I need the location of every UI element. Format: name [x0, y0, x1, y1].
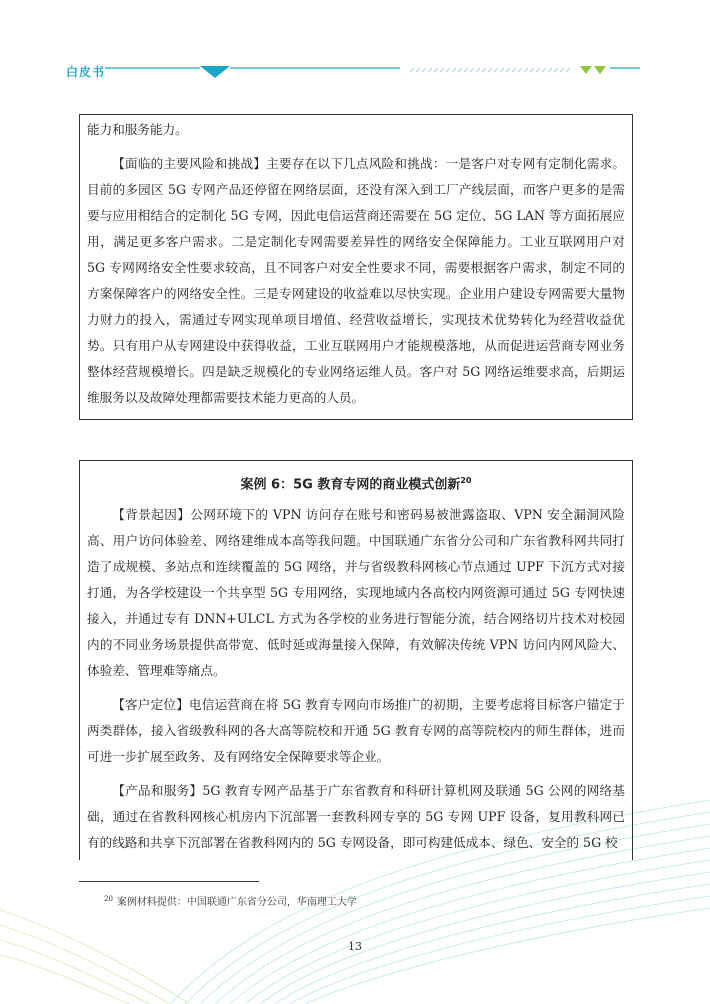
header-tag: 白皮书 — [66, 65, 106, 79]
paragraph: 【客户定位】电信运营商在将 5G 教育专网向市场推广的初期，主要考虑将目标客户锚定于两类群体，接入省级教科网的各大高等院校和开通 5G 教育专网的高等院校内的师生群体，进而可进一步扩展至政务、及有网络安全保障要求等企业。 — [87, 697, 625, 765]
footnote: $^{20}$ 案例材料提供：中国联通广东省分公司，华南理工大学 — [104, 894, 357, 908]
page-number: 13 — [348, 940, 362, 953]
triangle-marker-icon — [200, 66, 230, 78]
case-6-box — [79, 460, 633, 860]
paragraph: 【面临的主要风险和挑战】主要存在以下几点风险和挑战：一是客户对专网有定制化需求。目前的多园区 5G 专网产品还停留在网络层面，还没有深入到工厂产线层面，而客户更多的是需要与应用相结合的定制化 5G 专网，因此电信运营商还需要在 5G 定位、5G LAN 等方面拓展应用，满足更多客户需求。二是定制化专网需要差异性的网络安全保障能力。工业互联网用户对 5G 专网网络安全性要求较高，且不同客户对安全性要求不同，需要根据客户需求，制定不同的方案保障客户的网络安全性。三是专网建设的收益难以尽快实现。企业用户建设专网需要大量物力财力的投入，需通过专网实现单项目增值、经营收益增长，实现技术优势转化为经营收益优势。只有用户从专网建设中获得收益，工业互联网用户才能规模落地，从而促进运营商专网业务整体经营规模增长。四是缺乏规模化的专业网络运维人员。客户对 5G 网络运维要求高，后期运维服务以及故障处理都需要技术能力更高的人员。 — [87, 156, 625, 405]
footnote-ref: 20 — [460, 476, 472, 485]
paragraph: 能力和服务能力。 — [87, 122, 188, 137]
case-title: 案例 6：5G 教育专网的商业模式创新$^{20}$ — [240, 476, 472, 493]
paragraph: 【背景起因】公网环境下的 VPN 访问存在账号和密码易被泄露盗取、VPN 安全漏洞风险高、用户访问体验差、网络建维成本高等我问题。中国联通广东省分公司和广东省教科网共同打造了成规模、多站点和连续覆盖的 5G 网络，并与省级教科网核心节点通过 UPF 下沉方式对接打通，为各学校建设一个共享型 5G 专用网络，实现地域内各高校内网资源可通过 5G 专网快速接入，并通过专有 DNN+ULCL 方式为各学校的业务进行智能分流，结合网络切片技术对校园内的不同业务场景提供高带宽、低时延或海量接入保障，有效解决传统 VPN 访问内网风险大、体验差、管理难等痛点。 — [87, 507, 625, 679]
paragraph: 【产品和服务】5G 教育专网产品基于广东省教育和科研计算机网及联通 5G 公网的网络基础，通过在省教科网核心机房内下沉部署一套教科网专享的 5G 专网 UPF 设备，复用教科网已有的线路和共享下沉部署在省教科网内的 5G 专网设备，即可构建低成本、绿色、安全的 5G 校 — [87, 783, 625, 851]
case-continuation-box — [79, 114, 633, 420]
header-decoration — [0, 62, 710, 84]
footnote-divider — [79, 881, 259, 882]
